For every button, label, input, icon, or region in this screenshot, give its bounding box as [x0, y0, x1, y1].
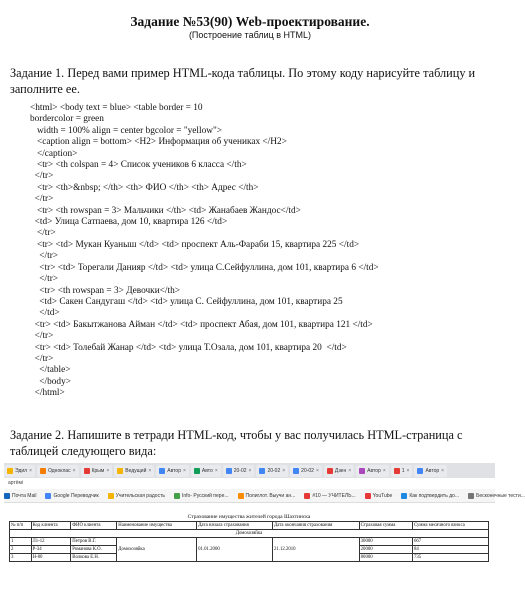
close-icon[interactable]: ×	[29, 467, 32, 474]
bookmark-label: Как подтвердить до...	[409, 492, 460, 499]
bookmark-favicon-icon	[304, 493, 310, 499]
close-icon[interactable]: ×	[248, 467, 252, 474]
browser-tab[interactable]	[37, 465, 79, 477]
code-line: </tr>	[30, 331, 54, 342]
table-caption: Страхование имущества жителей города Шахтинска	[187, 514, 311, 520]
browser-screenshot	[4, 463, 525, 601]
tab-favicon-icon	[293, 468, 299, 474]
close-icon[interactable]: ×	[282, 467, 286, 474]
code-line: </td>	[30, 308, 60, 319]
code-line: <tr> <th rowspan = 3> Мальчики </th> <td> Жанабаев Жандос</td>	[30, 205, 301, 216]
cell-end-date: 21.12.2010	[272, 538, 359, 562]
code-line: <html> <body text = blue> <table border = 10	[30, 103, 203, 113]
bookmarks-bar	[4, 489, 525, 503]
cell-code: Р-34	[31, 546, 71, 554]
task-1-text: Задание 1. Перед вами пример HTML-кода таблицы. По этому коду нарисуйте таблицу и заполните ее.	[10, 66, 476, 96]
bookmark-item[interactable]	[304, 493, 355, 499]
tab-favicon-icon	[40, 468, 46, 474]
bookmark-label: Полиглот. Выучи ан...	[245, 492, 296, 499]
tab-label: Авто	[201, 467, 213, 474]
code-line: </body>	[30, 376, 71, 387]
browser-tab[interactable]	[256, 465, 288, 477]
code-line: bordercolor = green	[30, 114, 104, 125]
cell-name: Волкова Е.Н.	[71, 554, 117, 562]
col-header: Сумма месячного взноса	[412, 522, 488, 530]
browser-tab[interactable]	[391, 465, 413, 477]
cell-num: 2	[10, 546, 32, 554]
cell-payment: 84	[412, 546, 488, 554]
col-header: Дата начала страхования	[197, 522, 273, 530]
bookmark-label: Почта Mail	[12, 492, 37, 499]
cell-sum: 30000	[359, 538, 412, 546]
cell-name: Петров В.Г.	[71, 538, 117, 546]
code-line: </tr>	[30, 194, 54, 205]
group-label: Домохозяйка	[10, 530, 489, 538]
browser-tab[interactable]	[156, 465, 189, 477]
col-header: Код клиента	[31, 522, 71, 530]
tab-favicon-icon	[327, 468, 333, 474]
browser-tab[interactable]	[81, 465, 113, 477]
bookmark-label: Бесконечные тести...	[476, 492, 525, 499]
tab-label: Одноклас	[47, 467, 71, 474]
html-code-listing	[30, 103, 490, 400]
cell-payment: 667	[412, 538, 488, 546]
bookmark-item[interactable]	[401, 493, 459, 499]
browser-tab[interactable]	[223, 465, 255, 477]
tab-favicon-icon	[259, 468, 265, 474]
bookmark-item[interactable]	[45, 493, 98, 499]
insurance-table-wrap	[9, 514, 489, 562]
code-line: <tr> <th>&nbsp; </th> <th> ФИО </th> <th> Адрес </th>	[30, 182, 259, 193]
code-line: <tr> <td> Мукан Куаныш </td> <td> проспект Аль-Фараби 15, квартира 225 </td>	[30, 239, 360, 250]
bookmark-favicon-icon	[365, 493, 371, 499]
task-2-text: Задание 2. Напишите в тетради HTML-код, чтобы у вас получилась HTML-страница с таблицей следующего вида:	[10, 428, 463, 458]
cell-code: Н-80	[31, 554, 71, 562]
bookmark-item[interactable]	[174, 493, 229, 499]
code-line: </tr>	[30, 251, 59, 262]
browser-tab[interactable]	[414, 465, 447, 477]
code-line: </html>	[30, 388, 65, 399]
address-url: артёмі	[8, 480, 24, 486]
close-icon[interactable]: ×	[148, 467, 152, 474]
col-header: Наименование имущества	[117, 522, 197, 530]
tab-label: Ведущий	[125, 467, 147, 474]
close-icon[interactable]: ×	[182, 467, 186, 474]
code-line: <tr> <td> Торегали Данияр </td> <td> улица С.Сейфуллина, дом 101, квартира 6 </td>	[30, 262, 379, 273]
tab-label: Автор	[167, 467, 181, 474]
code-line: <tr> <th colspan = 4> Список учеников 6 класса </th>	[30, 160, 247, 171]
code-line: <tr> <td> Бакытжанова Айман </td> <td> проспект Абая, дом 101, квартира 121 </td>	[30, 319, 373, 330]
browser-tab-bar	[4, 463, 495, 478]
code-line: </tr>	[30, 228, 56, 239]
cell-name: Романова К.О.	[71, 546, 117, 554]
col-header: Дата окончания страхования	[272, 522, 359, 530]
tab-label: Автор	[367, 467, 381, 474]
bookmark-label: Учительская радость	[115, 492, 165, 499]
code-line: </table>	[30, 365, 71, 376]
close-icon[interactable]: ×	[315, 467, 319, 474]
code-line: <tr> <td> Толебай Жанар </td> <td> улица Т.Озала, дом 101, квартира 20 </td>	[30, 342, 347, 353]
cell-sum: 20000	[359, 546, 412, 554]
code-line: </caption>	[30, 148, 78, 159]
tab-label: Эдил	[15, 467, 28, 474]
bookmark-favicon-icon	[108, 493, 114, 499]
bookmark-label: #10 — УЧИТЕЛЬ...	[312, 492, 356, 499]
bookmark-favicon-icon	[238, 493, 244, 499]
tab-label: 1	[401, 467, 405, 474]
bookmark-favicon-icon	[468, 493, 474, 499]
cell-start-date: 01.01.2000	[197, 538, 273, 562]
cell-num: 3	[10, 554, 32, 562]
code-line: <td> Сакен Сандугаш </td> <td> улица С. Сейфуллина, дом 101, квартира 25	[30, 296, 343, 307]
page-subtitle: (Построение таблиц в HTML)	[188, 30, 312, 40]
browser-address-bar[interactable]	[4, 478, 495, 488]
bookmark-label: Info- Русский пере...	[181, 492, 229, 499]
cell-property: Домохозяйка	[117, 538, 197, 562]
tab-label: Автор	[425, 467, 440, 474]
code-line: </tr>	[30, 274, 59, 285]
tab-favicon-icon	[159, 468, 165, 474]
table-header-row	[10, 522, 489, 530]
tab-favicon-icon	[117, 468, 123, 474]
browser-tab[interactable]	[290, 465, 322, 477]
page-title: Задание №53(90) Web-проектирование.	[130, 14, 370, 29]
code-line: width = 100% align = center bgcolor = "yellow">	[30, 125, 222, 136]
bookmark-label: YouTube	[372, 492, 393, 499]
bookmark-item[interactable]	[365, 493, 393, 499]
tab-label: Дзен	[334, 467, 347, 474]
col-header: Страховая сумма	[359, 522, 412, 530]
close-icon[interactable]: ×	[382, 467, 386, 474]
col-header: ФИО клиента	[71, 522, 117, 530]
code-line: <tr> <th rowspan = 3> Девочки</th>	[30, 285, 180, 296]
cell-payment: 735	[412, 554, 488, 562]
tab-label: Крым	[91, 467, 105, 474]
col-header: № п/п	[10, 522, 32, 530]
code-line: <caption align = bottom> <H2> Информация об учениках </H2>	[30, 137, 287, 148]
close-icon[interactable]: ×	[214, 467, 218, 474]
bookmark-label: Google Переводчик	[53, 492, 99, 499]
insurance-table	[9, 514, 489, 562]
browser-tab[interactable]	[191, 465, 221, 477]
close-icon[interactable]: ×	[441, 467, 445, 474]
close-icon[interactable]: ×	[106, 467, 110, 474]
bookmark-favicon-icon	[4, 493, 10, 499]
cell-code: Л1-12	[31, 538, 71, 546]
tab-label: 20-02	[233, 467, 247, 474]
browser-tab[interactable]	[114, 465, 154, 477]
group-row	[10, 530, 489, 538]
browser-tab[interactable]	[4, 465, 35, 477]
code-line: <td> Улица Сатпаева, дом 10, квартира 126 </td>	[30, 217, 228, 228]
tab-favicon-icon	[194, 468, 200, 474]
bookmark-favicon-icon	[174, 493, 180, 499]
close-icon[interactable]: ×	[406, 467, 410, 474]
close-icon[interactable]: ×	[72, 467, 76, 474]
bookmark-favicon-icon	[401, 493, 407, 499]
tab-favicon-icon	[7, 468, 13, 474]
bookmark-item[interactable]	[108, 493, 165, 499]
cell-num: 1	[10, 538, 32, 546]
browser-tab[interactable]	[356, 465, 389, 477]
tab-favicon-icon	[226, 468, 232, 474]
tab-label: 20-02	[301, 467, 314, 474]
tab-favicon-icon	[394, 468, 400, 474]
code-line: </tr>	[30, 171, 54, 182]
tab-favicon-icon	[417, 468, 423, 474]
bookmark-favicon-icon	[45, 493, 51, 499]
tab-label: 20-02	[267, 467, 281, 474]
bookmark-item[interactable]	[468, 493, 525, 499]
code-line: </tr>	[30, 353, 54, 364]
browser-tab[interactable]	[324, 465, 354, 477]
tab-favicon-icon	[359, 468, 365, 474]
table-row	[10, 538, 489, 546]
tab-favicon-icon	[84, 468, 90, 474]
cell-sum: 80000	[359, 554, 412, 562]
close-icon[interactable]: ×	[348, 467, 352, 474]
bookmark-item[interactable]	[238, 493, 296, 499]
bookmark-item[interactable]	[4, 493, 36, 499]
